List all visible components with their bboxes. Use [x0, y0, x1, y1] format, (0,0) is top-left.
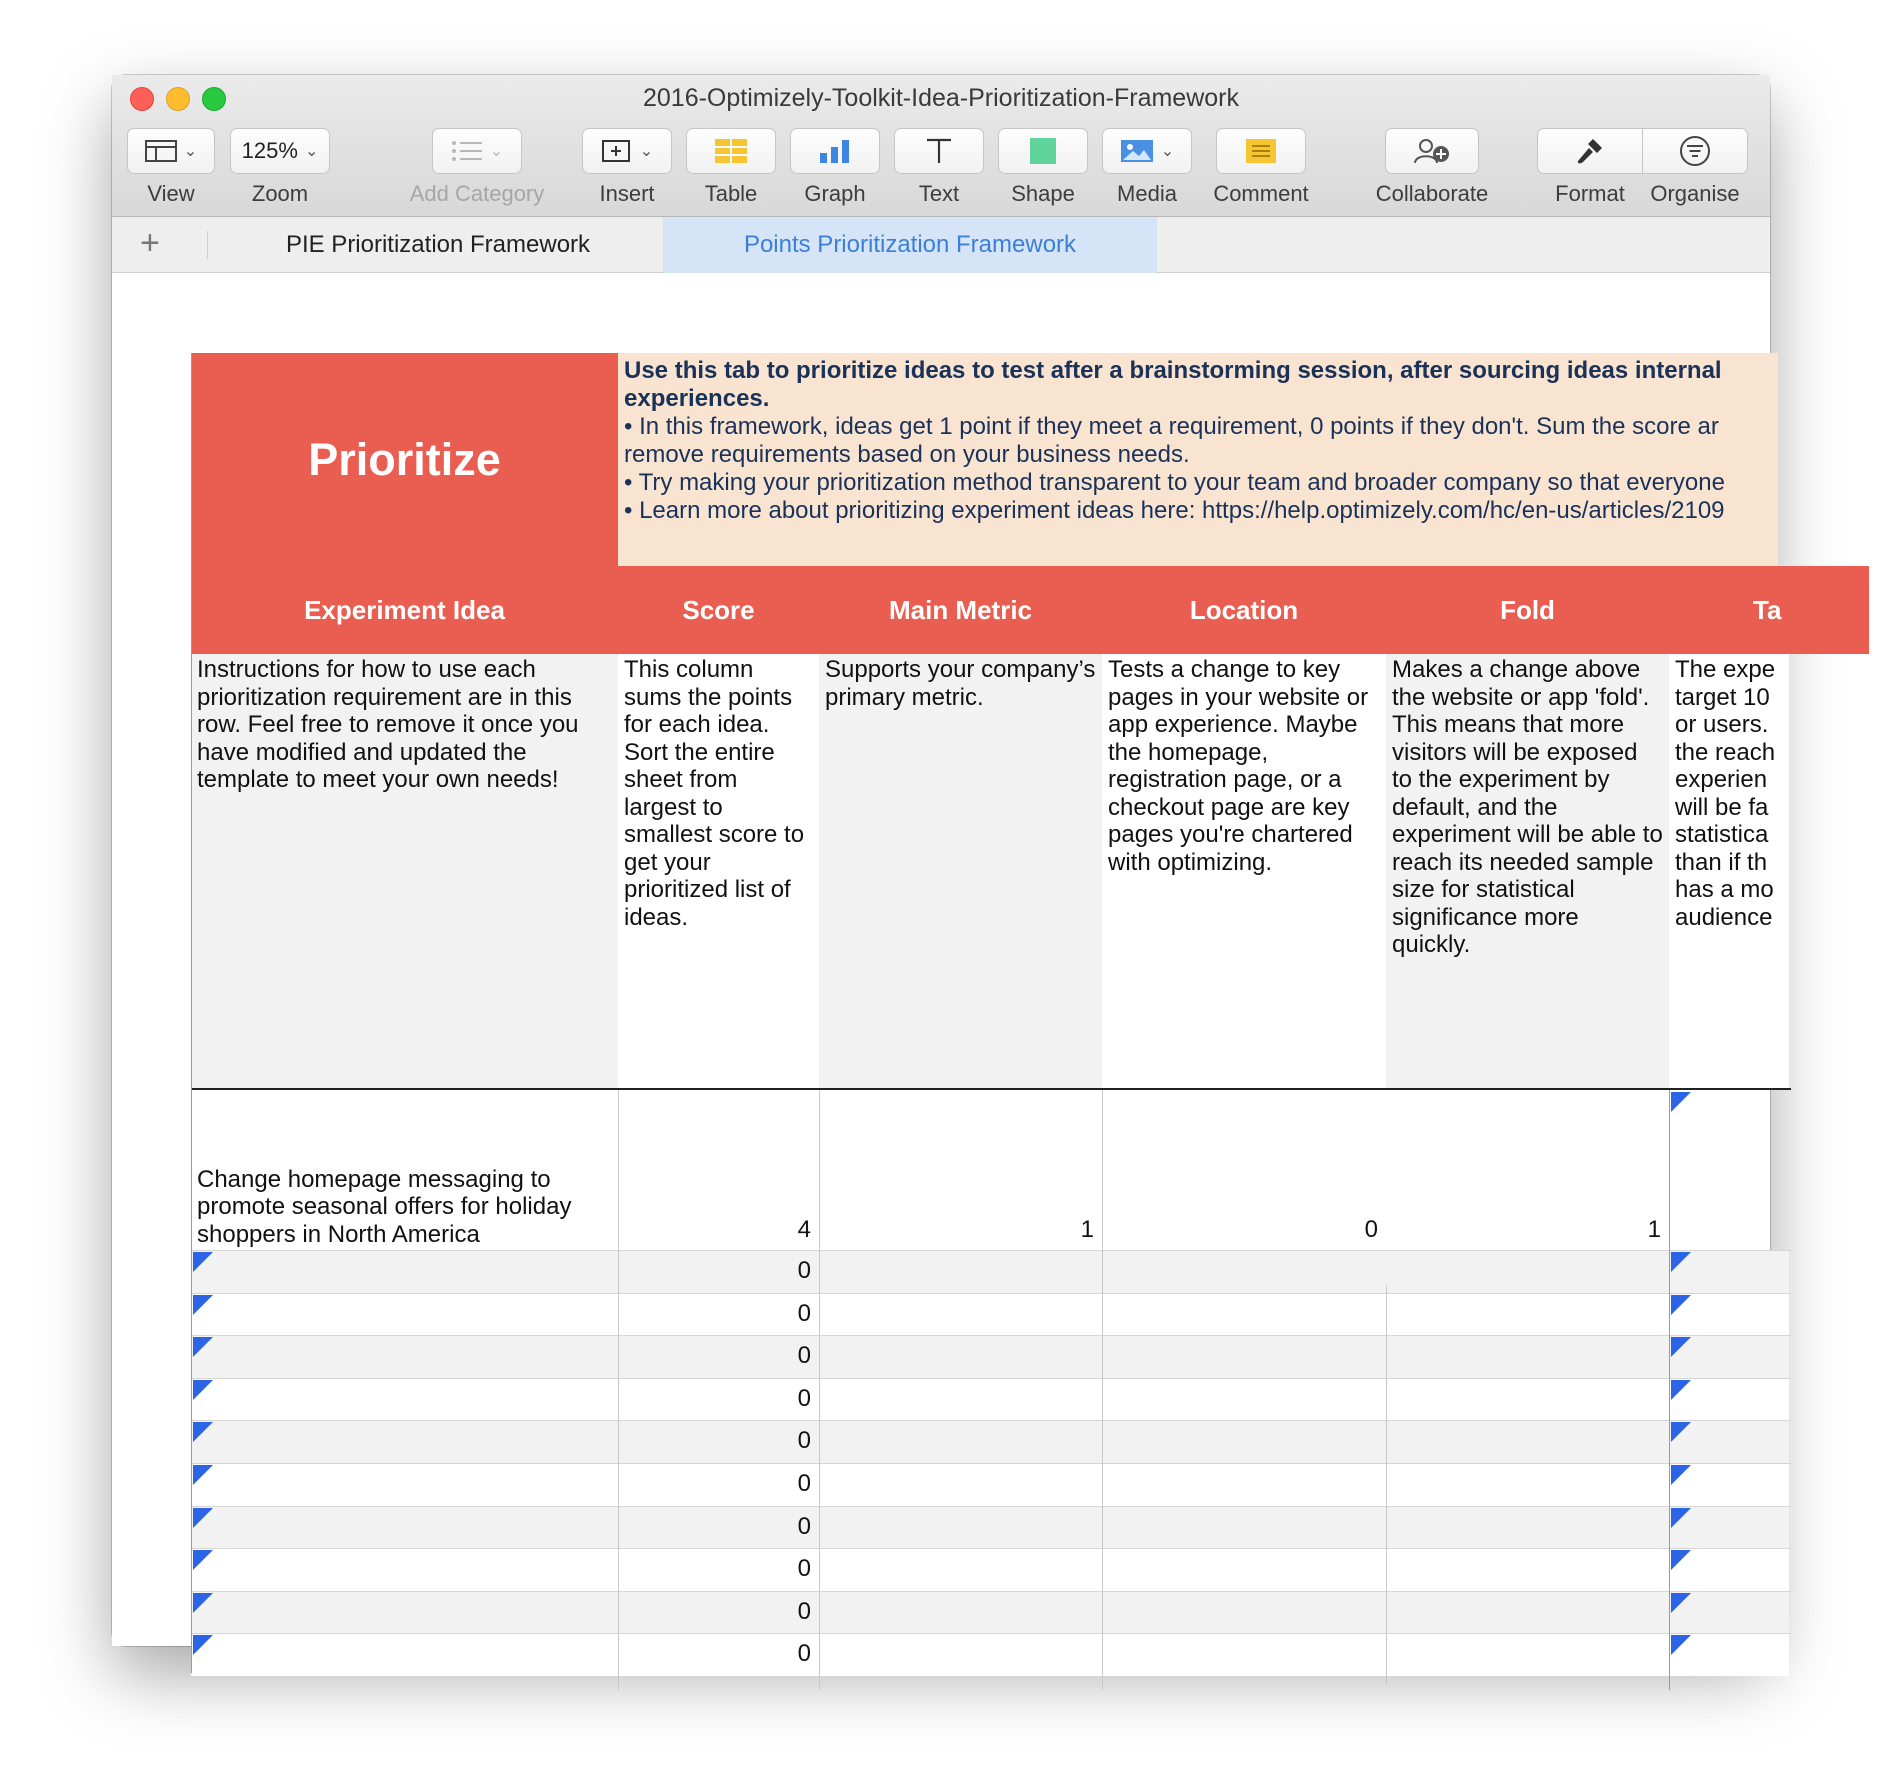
grid-line: [191, 1548, 1791, 1549]
table-label: Table: [704, 181, 758, 206]
media-tool[interactable]: [1102, 128, 1192, 207]
grid-line: [191, 1378, 1791, 1379]
grid-line: [191, 1506, 1791, 1507]
score-cell[interactable]: 0: [618, 1250, 819, 1293]
grid-line: [1669, 1090, 1670, 1690]
table-cell[interactable]: [819, 1420, 1102, 1463]
image-icon: [1120, 138, 1154, 164]
view-label: View: [147, 181, 195, 206]
score-cell[interactable]: 0: [618, 1633, 819, 1676]
graph-tool[interactable]: [790, 128, 880, 207]
grid-line: [1386, 1285, 1387, 1685]
chevron-down-icon: ⌄: [183, 143, 198, 160]
comment-button[interactable]: [1216, 128, 1306, 174]
filter-circle-icon: [1679, 135, 1711, 167]
comment-flag-icon[interactable]: [193, 1550, 213, 1570]
organise-button[interactable]: [1642, 128, 1748, 174]
description-main-metric[interactable]: Supports your company’s primary metric.: [819, 654, 1102, 1088]
comment-flag-icon[interactable]: [1671, 1465, 1691, 1485]
table-cell[interactable]: [191, 1420, 618, 1463]
grid-line: [191, 1633, 1791, 1634]
insert-button[interactable]: [582, 128, 672, 174]
table-cell[interactable]: [191, 1378, 618, 1421]
collaborate-button[interactable]: [1385, 128, 1479, 174]
instructions-note: [618, 353, 1778, 566]
shape-tool[interactable]: [998, 128, 1088, 207]
chevron-down-icon: ⌄: [304, 143, 319, 160]
table-icon: [714, 138, 748, 164]
add-category-label: Add Category: [409, 181, 545, 206]
comment-flag-icon[interactable]: [193, 1252, 213, 1272]
zoom-tool[interactable]: [230, 128, 330, 207]
table-cell[interactable]: [191, 1633, 618, 1676]
grid-line: [191, 1335, 1791, 1336]
window-title: 2016-Optimizely-Toolkit-Idea-Prioritization-Framework: [642, 84, 1239, 112]
table-cell[interactable]: [1386, 1420, 1669, 1463]
collaborate-label: Collaborate: [1375, 181, 1489, 206]
header-target[interactable]: Ta: [1669, 566, 1869, 654]
score-cell[interactable]: 0: [618, 1506, 819, 1549]
table-cell[interactable]: [1386, 1548, 1669, 1591]
table-cell[interactable]: [191, 1335, 618, 1378]
zoom-value: 125%: [241, 138, 298, 163]
table-cell[interactable]: [1386, 1250, 1669, 1293]
table-cell[interactable]: [191, 1548, 618, 1591]
grid-line: [819, 1090, 820, 1690]
grid-line: [191, 1463, 1791, 1464]
insert-tool[interactable]: [582, 128, 672, 207]
comment-label: Comment: [1213, 181, 1309, 206]
comment-flag-icon[interactable]: [193, 1295, 213, 1315]
score-cell[interactable]: 0: [618, 1463, 819, 1506]
comment-flag-icon[interactable]: [1671, 1635, 1691, 1655]
score-cell[interactable]: 0: [618, 1548, 819, 1591]
description-target[interactable]: The expe target 10 or users. the reach experien will be fa statistica than if th has a mo audience: [1669, 654, 1789, 1088]
grid-line: [191, 1420, 1791, 1421]
score-cell[interactable]: 0: [618, 1591, 819, 1634]
view-button[interactable]: [127, 128, 215, 174]
idea-cell[interactable]: Change homepage messaging to promote seasonal offers for holiday shoppers in North America: [197, 1165, 572, 1248]
table-cell[interactable]: [819, 1463, 1102, 1506]
header-score[interactable]: Score: [618, 566, 819, 654]
square-shape-icon: [1029, 137, 1057, 165]
table-cell[interactable]: [191, 1250, 618, 1293]
organise-label: Organise: [1650, 181, 1740, 206]
fold-cell[interactable]: 1: [1647, 1216, 1661, 1243]
graph-label: Graph: [804, 181, 866, 206]
grid-line: [191, 1250, 1791, 1251]
table-button[interactable]: [686, 128, 776, 174]
description-score[interactable]: This column sums the points for each idea. Sort the entire sheet from largest to smallest score to get your prioritized list of ideas.: [618, 654, 819, 1088]
description-fold[interactable]: Makes a change above the website or app 'fold'. This means that more visitors will be exposed to the experiment by default, and the experiment will be able to reach its needed sample size for statistical significance more quickly.: [1386, 654, 1669, 1088]
header-location[interactable]: Location: [1102, 566, 1386, 654]
collaborate-tool[interactable]: [1367, 128, 1497, 207]
comment-note-icon: [1245, 138, 1277, 164]
comment-flag-icon[interactable]: [1671, 1550, 1691, 1570]
table-cell[interactable]: [191, 1591, 618, 1634]
text-icon: [924, 137, 954, 165]
tab-points-prioritization[interactable]: Points Prioritization Framework: [663, 217, 1157, 273]
table-cell[interactable]: [1102, 1548, 1386, 1591]
table-cell[interactable]: [819, 1506, 1102, 1549]
toolbar: [112, 75, 1770, 217]
table-cell[interactable]: [819, 1591, 1102, 1634]
insert-label: Insert: [599, 181, 655, 206]
app-window: [112, 75, 1782, 1668]
table-cell[interactable]: [191, 1293, 618, 1336]
table-cell[interactable]: [191, 1506, 618, 1549]
score-cell[interactable]: 0: [618, 1293, 819, 1336]
grid-line: [618, 1090, 619, 1690]
table-title: Prioritize: [191, 353, 618, 566]
table-cell[interactable]: [819, 1378, 1102, 1421]
table-cell[interactable]: [819, 1633, 1102, 1676]
shape-button[interactable]: [998, 128, 1088, 174]
comment-flag-icon[interactable]: [193, 1508, 213, 1528]
grid-line: [191, 1293, 1791, 1294]
table-cell[interactable]: [1102, 1250, 1386, 1293]
comment-flag-icon[interactable]: [1671, 1508, 1691, 1528]
table-cell[interactable]: [191, 1463, 618, 1506]
comment-flag-icon[interactable]: [193, 1593, 213, 1613]
comment-flag-icon[interactable]: [1671, 1380, 1691, 1400]
table-cell[interactable]: [819, 1335, 1102, 1378]
table-cell[interactable]: [1386, 1591, 1669, 1634]
comment-flag-icon[interactable]: [193, 1465, 213, 1485]
table-cell[interactable]: [1386, 1378, 1669, 1421]
media-label: Media: [1117, 181, 1177, 206]
note-line-3: • In this framework, ideas get 1 point if they meet a requirement, 0 points if they don't. Sum the score ar: [624, 413, 1719, 440]
zoom-label: Zoom: [251, 181, 309, 206]
comment-flag-icon[interactable]: [193, 1422, 213, 1442]
format-tool[interactable]: [1537, 128, 1643, 207]
chevron-down-icon: ⌄: [1160, 143, 1175, 160]
grid-line: [191, 1591, 1791, 1592]
text-button[interactable]: [894, 128, 984, 174]
table-cell[interactable]: [819, 1250, 1102, 1293]
note-line-2: experiences.: [624, 385, 770, 412]
sheet-canvas[interactable]: [112, 273, 1782, 1668]
table-cell[interactable]: [1102, 1463, 1386, 1506]
comment-flag-icon[interactable]: [1671, 1337, 1691, 1357]
table-cell[interactable]: [1102, 1591, 1386, 1634]
bar-chart-icon: [818, 138, 852, 164]
comment-flag-icon[interactable]: [1671, 1252, 1691, 1272]
tab-pie-prioritization[interactable]: PIE Prioritization Framework: [285, 231, 591, 258]
table-cell[interactable]: [1102, 1633, 1386, 1676]
comment-flag-icon[interactable]: [1671, 1295, 1691, 1315]
table-tool[interactable]: [686, 128, 776, 207]
table-cell[interactable]: [819, 1548, 1102, 1591]
table-cell[interactable]: [1102, 1293, 1386, 1336]
comment-flag-icon[interactable]: [1671, 1593, 1691, 1613]
insert-icon: [601, 138, 633, 164]
main-metric-cell[interactable]: 1: [1080, 1216, 1094, 1243]
collaborate-icon: [1412, 137, 1452, 165]
view-tool[interactable]: [127, 128, 215, 207]
add-category-tool[interactable]: [402, 128, 552, 207]
table-cell[interactable]: [1102, 1506, 1386, 1549]
note-line-5: • Try making your prioritization method transparent to your team and broader company so that everyone: [624, 469, 1725, 496]
add-sheet-button[interactable]: +: [140, 224, 160, 262]
sheet-tab-bar: [112, 217, 1770, 273]
description-experiment-idea[interactable]: Instructions for how to use each prioritization requirement are in this row. Feel free to remove it once you have modified and updated the template to meet your own needs!: [191, 654, 618, 1088]
score-cell[interactable]: 0: [618, 1378, 819, 1421]
note-line-4: remove requirements based on your business needs.: [624, 441, 1190, 468]
grid-line: [191, 353, 192, 1673]
comment-flag-icon[interactable]: [193, 1380, 213, 1400]
table-cell[interactable]: [1102, 1335, 1386, 1378]
header-fold[interactable]: Fold: [1386, 566, 1669, 654]
media-button[interactable]: [1102, 128, 1192, 174]
description-location[interactable]: Tests a change to key pages in your website or app experience. Maybe the homepage, registration page, or a checkout page are key pages you're chartered with optimizing.: [1102, 654, 1386, 1088]
zoom-button[interactable]: [230, 128, 330, 174]
shape-label: Shape: [1011, 181, 1075, 206]
comment-tool[interactable]: [1206, 128, 1316, 207]
comment-flag-icon[interactable]: [1671, 1422, 1691, 1442]
text-label: Text: [918, 181, 960, 206]
sidebar-layout-icon: [145, 139, 177, 163]
note-line-1: Use this tab to prioritize ideas to test after a brainstorming session, after sourcing ideas internal: [624, 357, 1722, 384]
add-category-button[interactable]: [432, 128, 522, 174]
chevron-down-icon: ⌄: [489, 143, 504, 160]
table-cell[interactable]: [1386, 1335, 1669, 1378]
grid-line: [1102, 1090, 1103, 1690]
header-main-metric[interactable]: Main Metric: [819, 566, 1102, 654]
list-icon: [451, 139, 483, 163]
table-cell[interactable]: [819, 1293, 1102, 1336]
table-cell[interactable]: [1102, 1378, 1386, 1421]
score-cell[interactable]: 4: [797, 1216, 811, 1243]
comment-flag-icon[interactable]: [1671, 1092, 1691, 1112]
paintbrush-icon: [1575, 136, 1605, 166]
table-cell[interactable]: [1386, 1463, 1669, 1506]
graph-button[interactable]: [790, 128, 880, 174]
location-cell[interactable]: 0: [1364, 1216, 1378, 1243]
table-cell[interactable]: [1386, 1633, 1669, 1676]
comment-flag-icon[interactable]: [193, 1635, 213, 1655]
format-label: Format: [1555, 181, 1625, 206]
table-cell[interactable]: [1386, 1293, 1669, 1336]
format-button[interactable]: [1537, 128, 1643, 174]
comment-flag-icon[interactable]: [193, 1337, 213, 1357]
chevron-down-icon: ⌄: [639, 143, 654, 160]
score-cell[interactable]: 0: [618, 1420, 819, 1463]
table-cell[interactable]: [1102, 1420, 1386, 1463]
score-cell[interactable]: 0: [618, 1335, 819, 1378]
organise-tool[interactable]: [1642, 128, 1748, 207]
text-tool[interactable]: [894, 128, 984, 207]
header-experiment-idea[interactable]: Experiment Idea: [191, 566, 618, 654]
note-line-6: • Learn more about prioritizing experiment ideas here: https://help.optimizely.com/hc/en-us/articles/2109: [624, 497, 1725, 524]
table-cell[interactable]: [1386, 1506, 1669, 1549]
